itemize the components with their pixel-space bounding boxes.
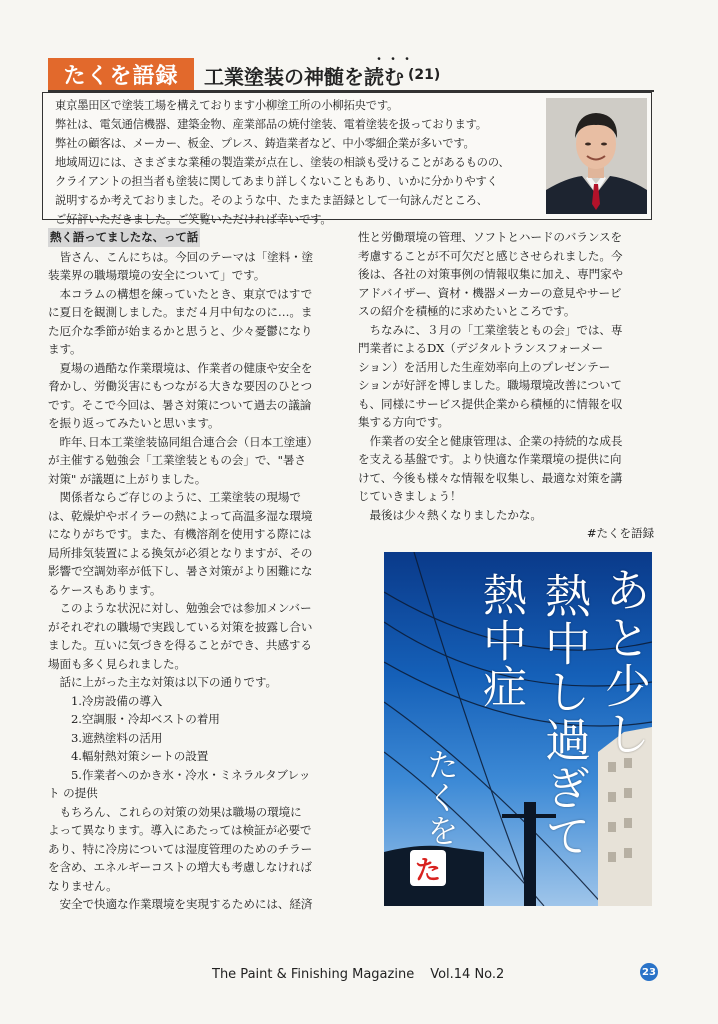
article-line: が主催する勉強会「工業塗装ともの会」で、"暑さ <box>48 453 306 467</box>
article-line: 2.空調服・冷却ベストの着用 <box>48 712 220 726</box>
intro-line: 東京墨田区で塗装工場を構えております小柳塗工所の小柳拓央です。 <box>55 99 399 112</box>
emphasis-dots: ･･･ <box>376 52 419 66</box>
article-line: ました。互いに気づきを得ることができ、共感する <box>48 638 312 652</box>
article-line: るケースもあります。 <box>48 582 162 597</box>
article-line: 対策" が議題に上がりました。 <box>48 471 207 486</box>
article-line: を支える基盤です。より快適な作業環境の提供に向 <box>358 452 622 466</box>
intro-box <box>42 92 652 226</box>
article-line: 門業者によるDX（デジタルトランスフォーメー <box>358 341 604 355</box>
article-line: 本コラムの構想を練っていたとき、東京ではすで <box>48 286 313 301</box>
article-line: 5.作業者へのかき氷・冷水・ミネラルタブレッ <box>48 767 311 782</box>
article-line: ション）を活用した生産効率向上のプレゼンテー <box>358 359 611 374</box>
right-column-body <box>358 228 658 524</box>
author-photo <box>546 98 647 214</box>
poster-author: たくを <box>422 748 460 847</box>
article-line: アドバイザー、資材・機器メーカーの意見やサービ <box>358 285 622 300</box>
article-line: よって異なります。導入にあたっては検証が必要で <box>48 823 312 837</box>
article-line: 考慮することが不可欠だと感じさせられました。今 <box>358 248 623 263</box>
article-line: 場面も多く見られました。 <box>48 656 186 671</box>
article-line: ションが好評を博しました。職場環境改善について <box>358 378 622 392</box>
article-line: 影響で空調効率が低下し、暑さ対策がより困難にな <box>48 564 313 578</box>
article-left-column <box>48 228 344 914</box>
page-title <box>204 52 441 90</box>
author-seal: た <box>410 850 446 886</box>
page-number: 23 <box>640 963 658 981</box>
article-line: がそれぞれの職場で実践している対策を披露し合い <box>48 619 313 634</box>
article-line: も、同様にサービス提供企業から積極的に情報を収 <box>358 396 623 411</box>
article-line: けて、今後も様々な情報を収集し、最適な対策を講 <box>358 470 623 485</box>
article-line: た厄介な季節が始まるかと思うと、少々憂鬱になり <box>48 323 313 338</box>
intro-line: 地域周辺には、さまざまな業種の製造業が点在し、塗装の相談も受けることがあるものの、 <box>55 156 510 169</box>
haiku-poster <box>384 552 652 906</box>
article-line: 作業者の安全と健康管理は、企業の持続的な成長 <box>358 433 623 448</box>
intro-line: 弊社は、電気通信機器、建築金物、産業部品の焼付塗装、電着塗装を扱っております。 <box>55 118 487 131</box>
article-line: を振り返ってみたいと思います。 <box>48 416 220 430</box>
article-line: もちろん、これらの対策の効果は職場の環境に <box>48 804 302 819</box>
article-line: あり、特に冷房については湿度管理のためのチラー <box>48 841 313 856</box>
poster-line-1: あと少し <box>598 566 652 758</box>
author-portrait-icon <box>546 98 647 214</box>
article-line: 最後は少々熱くなりましたかな。 <box>358 507 542 522</box>
article-line: ト の提供 <box>48 786 98 800</box>
article-line: に夏日を観測しました。まだ４月中旬なのに…。ま <box>48 305 313 319</box>
article-line: なりません。 <box>48 878 118 893</box>
intro-line: 説明するか考えておりました。そのような中、たまたま語録として一句詠んだところ、 <box>55 194 488 207</box>
article-line: ます。 <box>48 342 82 356</box>
article-line: 昨年､日本工業塗装協同組合連合会（日本工塗連） <box>48 434 319 449</box>
article-line: 3.遮熱塗料の活用 <box>48 730 163 745</box>
left-column-body <box>48 248 344 914</box>
article-line: を含め、エネルギーコストの増大も考慮しなければ <box>48 860 312 874</box>
article-line: 安全で快適な作業環境を実現するためには、経済 <box>48 897 313 911</box>
article-line: このような状況に対し、勉強会では参加メンバー <box>48 601 312 615</box>
article-line: ちなみに、３月の「工業塗装ともの会」では、専 <box>358 322 623 337</box>
column-badge: たくを語録 <box>48 58 194 91</box>
hashtag: #たくを語録 <box>586 526 654 540</box>
intro-line: 弊社の顧客は、メーカー、板金、プレス、鋳造業者など、中小零細企業が多いです。 <box>55 137 475 150</box>
article-line: 脅かし、労働災害にもつながる大きな要因のひとつ <box>48 379 313 393</box>
article-line: 1.冷房設備の導入 <box>48 693 163 708</box>
article-right-column <box>358 228 658 543</box>
article-line: 後は、各社の対策事例の情報収集に加え、専門家や <box>358 267 624 281</box>
article-line: 関係者ならご存じのように、工業塗装の現場で <box>48 490 301 504</box>
article-line: 4.輻射熱対策シートの設置 <box>48 749 209 763</box>
article-line: スの紹介を積極的に求めたいところです。 <box>358 304 576 318</box>
article-line: じていきましょう！ <box>358 489 462 503</box>
article-line: になりがちです。また、有機溶剤を使用する際には <box>48 527 312 541</box>
volume-number: Vol.14 No.2 <box>430 966 505 982</box>
article-line: 皆さん、こんにちは。今回のテーマは「塗料・塗 <box>48 249 314 264</box>
article-line: 夏場の過酷な作業環境は、作業者の健康や安全を <box>48 360 313 375</box>
article-line: 装業界の職場環境の安全について」です。 <box>48 268 266 282</box>
magazine-name: The Paint & Finishing Magazine <box>212 966 415 982</box>
article-line: 性と労働環境の管理、ソフトとハードのバランスを <box>358 230 623 244</box>
article-line: 集する方向です。 <box>358 415 450 429</box>
intro-text <box>55 96 545 229</box>
article-line: 話に上がった主な対策は以下の通りです。 <box>48 675 277 689</box>
page-footer <box>212 964 504 984</box>
poster-line-2: 熱中し過ぎて <box>538 572 592 860</box>
intro-line: ご好評いただきました。ご笑覧いただければ幸いです。 <box>55 213 332 226</box>
article-line: です。そこで今回は、暑さ対策について過去の議論 <box>48 397 312 412</box>
serial-number: (21) <box>408 67 441 83</box>
article-line: 局所排気装置による換気が必須となりますが、その <box>48 545 313 560</box>
article-line: は、乾燥炉やボイラーの熱によって高温多湿な環境 <box>48 508 313 523</box>
section-heading: 熱く語ってましたな、って話 <box>48 228 200 247</box>
title-text: 工業塗装の神髄を読む <box>204 64 404 89</box>
intro-line: クライアントの担当者も塗装に関してあまり詳しくないこともあり、いかに分かりやすく <box>55 175 498 188</box>
poster-line-3: 熱中症 <box>475 572 526 710</box>
